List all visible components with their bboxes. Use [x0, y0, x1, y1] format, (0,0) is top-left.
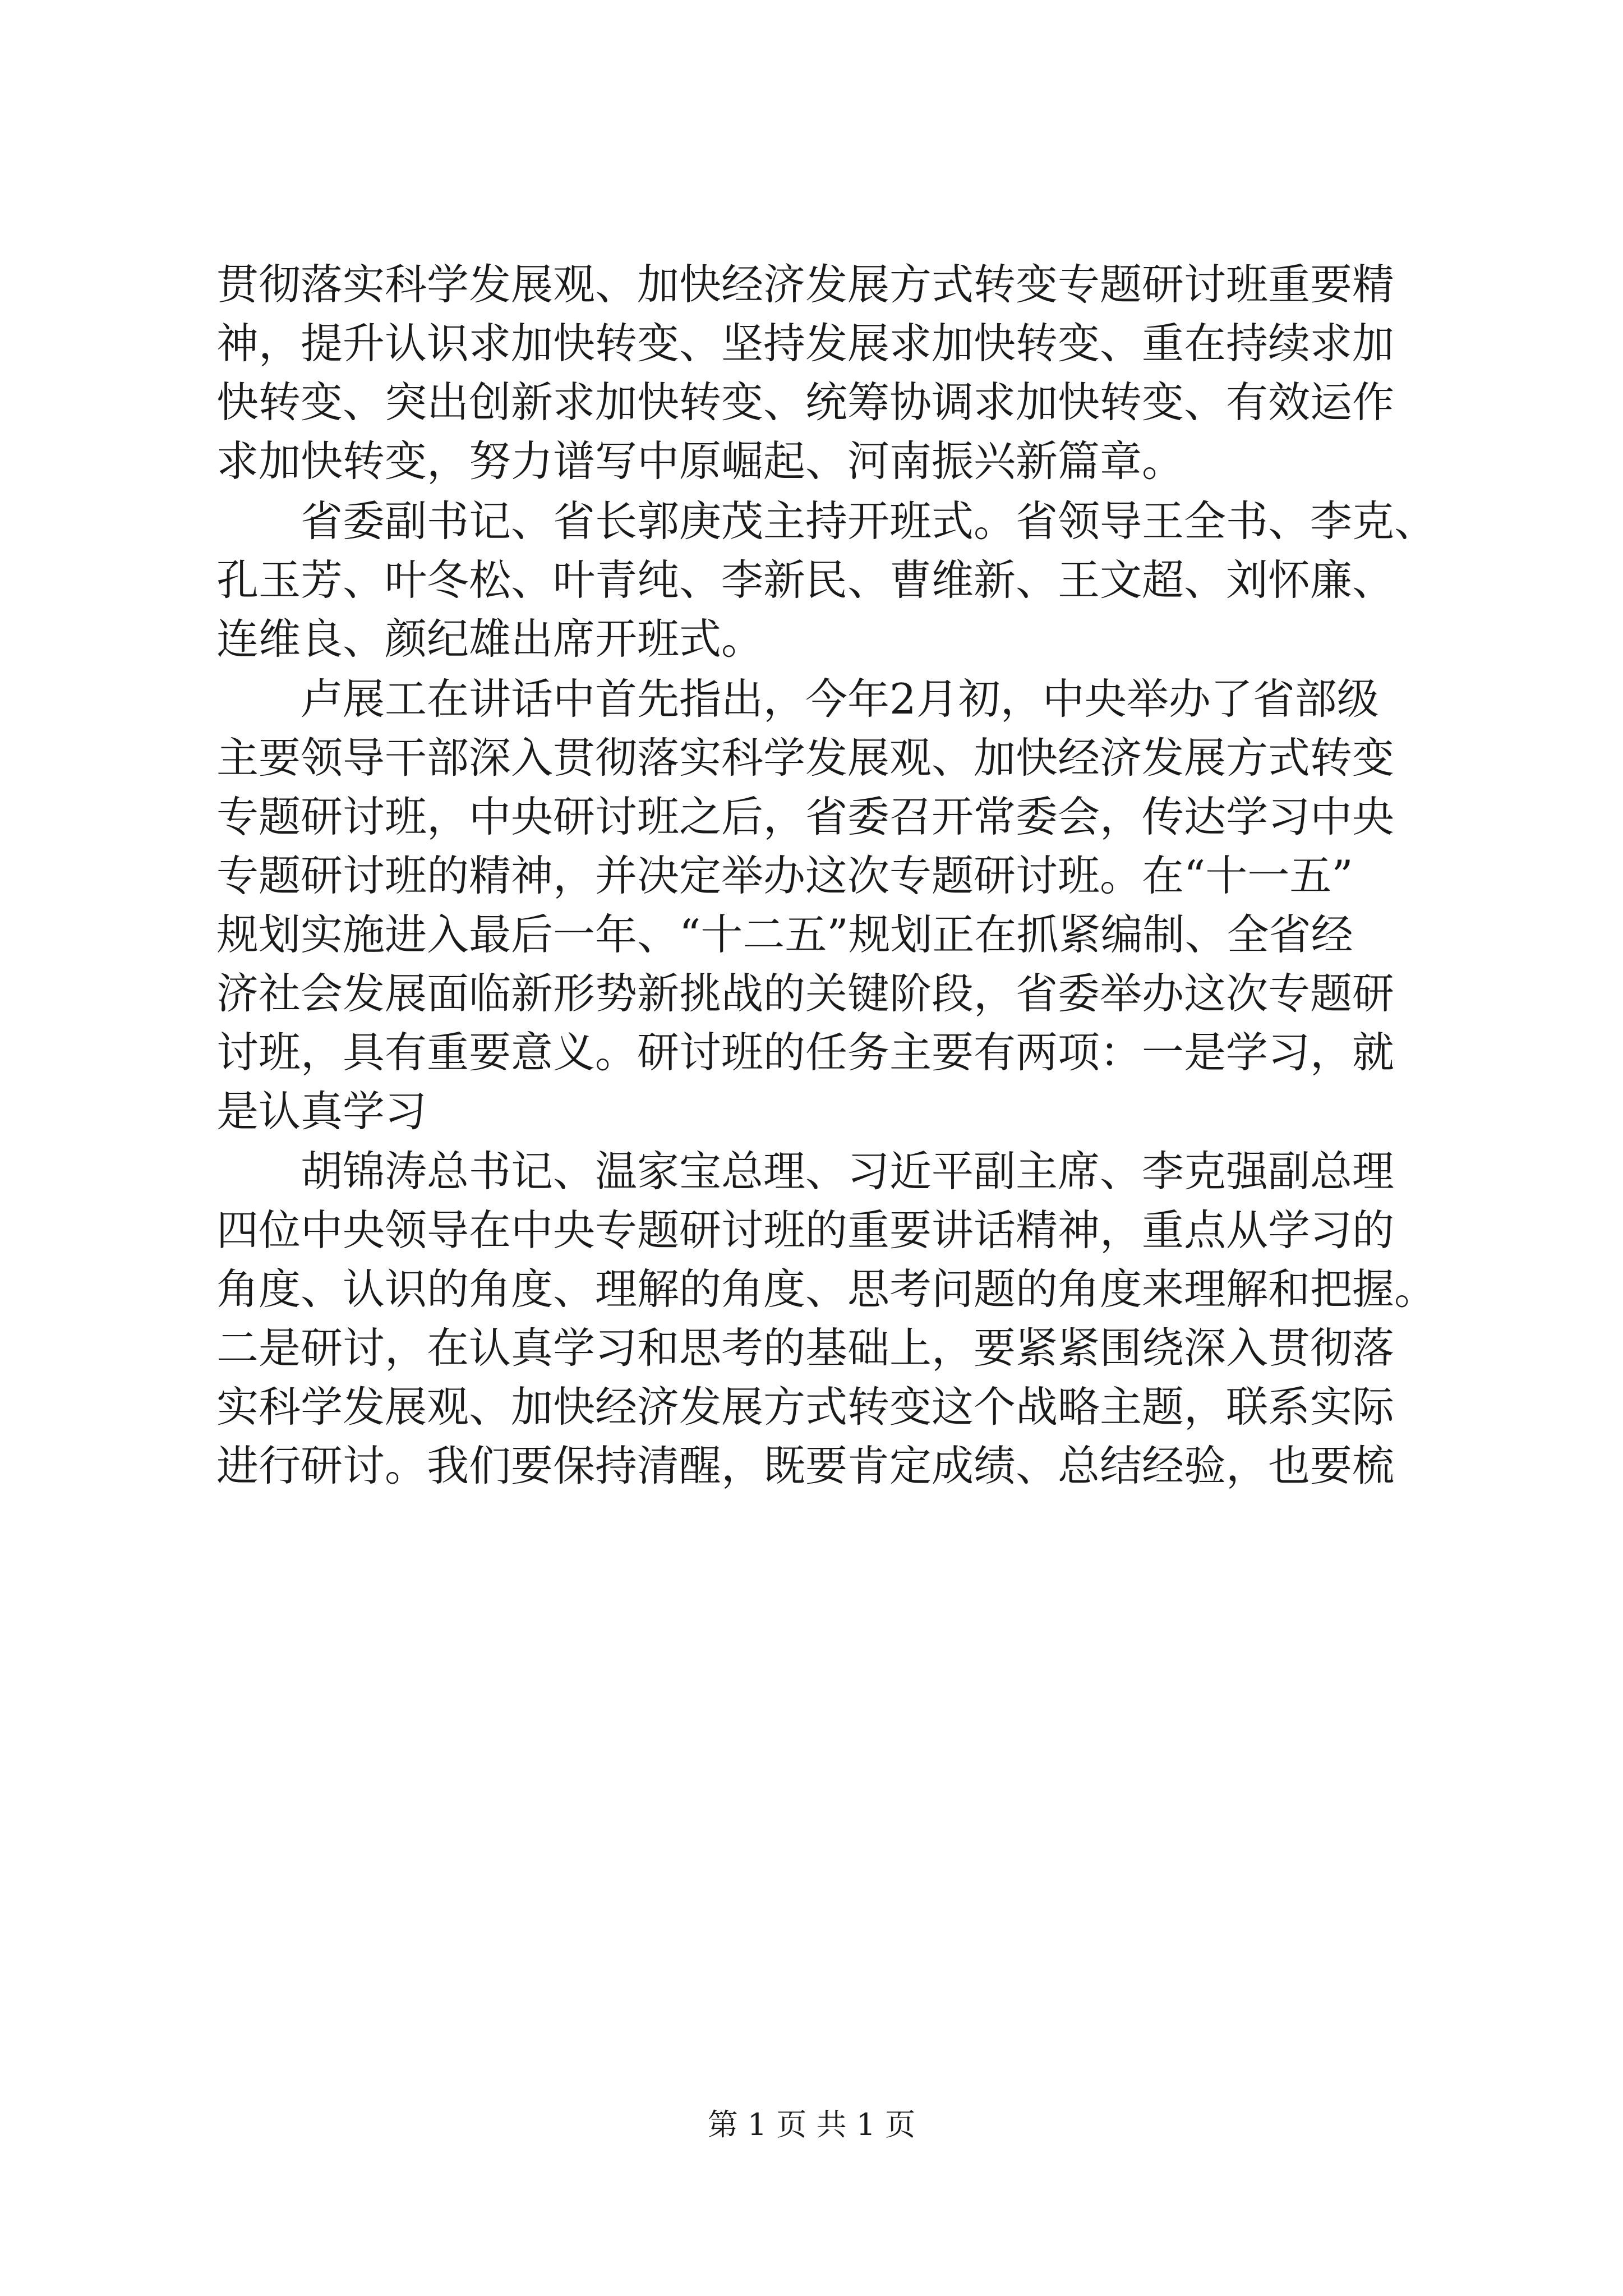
text-line: 讨班，具有重要意义。研讨班的任务主要有两项：一是学习，就	[216, 1028, 1395, 1077]
paragraph-1	[216, 255, 1414, 491]
text-line: 胡锦涛总书记、温家宝总理、习近平副主席、李克强副总理	[301, 1147, 1395, 1196]
text-line: 求加快转变，努力谱写中原崛起、河南振兴新篇章。	[216, 436, 1184, 486]
text-line: 主要领导干部深入贯彻落实科学发展观、加快经济发展方式转变	[216, 733, 1395, 783]
paragraph-4	[216, 1142, 1437, 1496]
text-line: 孔玉芳、叶冬松、叶青纯、李新民、曹维新、王文超、刘怀廉、	[216, 555, 1395, 605]
text-line: 专题研讨班的精神，并决定举办这次专题研讨班。在“十一五”	[216, 851, 1353, 900]
paragraph-2	[216, 492, 1437, 669]
text-line: 四位中央领导在中央专题研讨班的重要讲话精神，重点从学习的	[216, 1205, 1395, 1255]
text-line: 角度、认识的角度、理解的角度、思考问题的角度来理解和把握。	[216, 1264, 1437, 1314]
text-line: 规划实施进入最后一年、“十二五”规划正在抓紧编制、全省经	[216, 910, 1353, 959]
text-line: 连维良、颜纪雄出席开班式。	[216, 614, 764, 664]
text-line: 神，提升认识求加快转变、坚持发展求加快转变、重在持续求加	[216, 319, 1395, 368]
text-line: 卢展工在讲话中首先指出，今年2月初，中央举办了省部级	[301, 674, 1379, 724]
text-line: 济社会发展面临新形势新挑战的关键阶段，省委举办这次专题研	[216, 969, 1395, 1018]
paragraph-3	[216, 670, 1414, 1141]
text-line: 是认真学习	[216, 1087, 427, 1136]
text-line: 省委副书记、省长郭庚茂主持开班式。省领导王全书、李克、	[301, 496, 1437, 546]
document-body	[216, 255, 1437, 1497]
page-number-label: 第 1 页 共 1 页	[707, 2107, 916, 2142]
text-line: 快转变、突出创新求加快转变、统筹协调求加快转变、有效运作	[216, 378, 1395, 427]
text-line: 专题研讨班，中央研讨班之后，省委召开常委会，传达学习中央	[216, 792, 1395, 841]
text-line: 实科学发展观、加快经济发展方式转变这个战略主题，联系实际	[216, 1382, 1395, 1432]
text-line: 二是研讨，在认真学习和思考的基础上，要紧紧围绕深入贯彻落	[216, 1323, 1395, 1373]
text-line: 进行研讨。我们要保持清醒，既要肯定成绩、总结经验，也要梳	[216, 1441, 1395, 1490]
page-footer	[0, 2101, 1623, 2144]
text-line: 贯彻落实科学发展观、加快经济发展方式转变专题研讨班重要精	[216, 260, 1395, 309]
